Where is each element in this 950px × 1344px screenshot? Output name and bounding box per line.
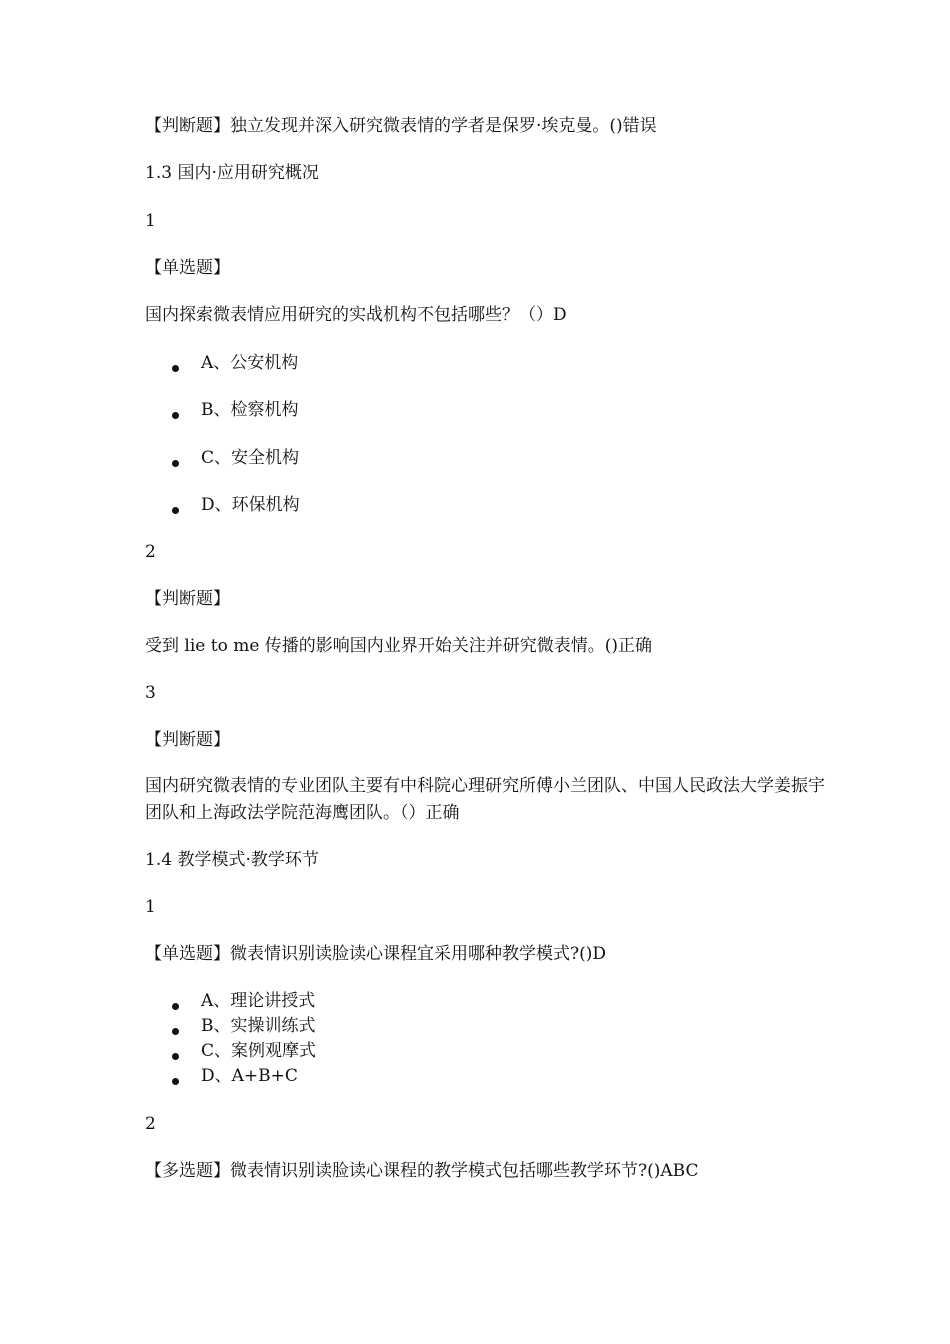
judge-question-ekman: 【判断题】独立发现并深入研究微表情的学者是保罗·埃克曼。()错误 xyxy=(145,116,657,136)
question-number: 2 xyxy=(145,542,156,562)
question-type-tag: 【判断题】 xyxy=(145,730,230,750)
question-type-tag: 【单选题】 xyxy=(145,258,230,278)
option-item: B、检察机构 xyxy=(201,400,299,420)
question-text-teaching-links: 【多选题】微表情识别读脸读心课程的教学模式包括哪些教学环节?()ABC xyxy=(145,1161,699,1181)
option-item: D、环保机构 xyxy=(201,495,300,515)
question-number: 2 xyxy=(145,1114,156,1134)
question-number: 1 xyxy=(145,897,156,917)
option-item: D、A+B+C xyxy=(201,1066,298,1086)
option-item: A、公安机构 xyxy=(201,353,299,373)
question-number: 3 xyxy=(145,683,156,703)
option-item: B、实操训练式 xyxy=(201,1016,316,1036)
option-item: A、理论讲授式 xyxy=(201,991,316,1011)
bullet-icon xyxy=(172,365,179,372)
bullet-icon xyxy=(172,1003,179,1010)
section-heading-1-3: 1.3 国内·应用研究概况 xyxy=(145,163,319,183)
bullet-icon xyxy=(172,507,179,514)
bullet-icon xyxy=(172,1078,179,1085)
bullet-icon xyxy=(172,1053,179,1060)
bullet-icon xyxy=(172,412,179,419)
option-item: C、安全机构 xyxy=(201,448,300,468)
question-text-lie-to-me: 受到 lie to me 传播的影响国内业界开始关注并研究微表情。()正确 xyxy=(145,636,653,656)
question-text-teaching-mode: 【单选题】微表情识别读脸读心课程宜采用哪种教学模式?()D xyxy=(145,944,607,964)
question-text-institutions: 国内探索微表情应用研究的实战机构不包括哪些？（）D xyxy=(145,305,567,325)
section-heading-1-4: 1.4 教学模式·教学环节 xyxy=(145,850,319,870)
option-item: C、案例观摩式 xyxy=(201,1041,317,1061)
bullet-icon xyxy=(172,1028,179,1035)
question-number: 1 xyxy=(145,211,156,231)
question-type-tag: 【判断题】 xyxy=(145,589,230,609)
question-text-teams: 国内研究微表情的专业团队主要有中科院心理研究所傅小兰团队、中国人民政法大学姜振宇团队和上海政法学院范海鹰团队。（）正确 xyxy=(145,776,825,823)
bullet-icon xyxy=(172,460,179,467)
